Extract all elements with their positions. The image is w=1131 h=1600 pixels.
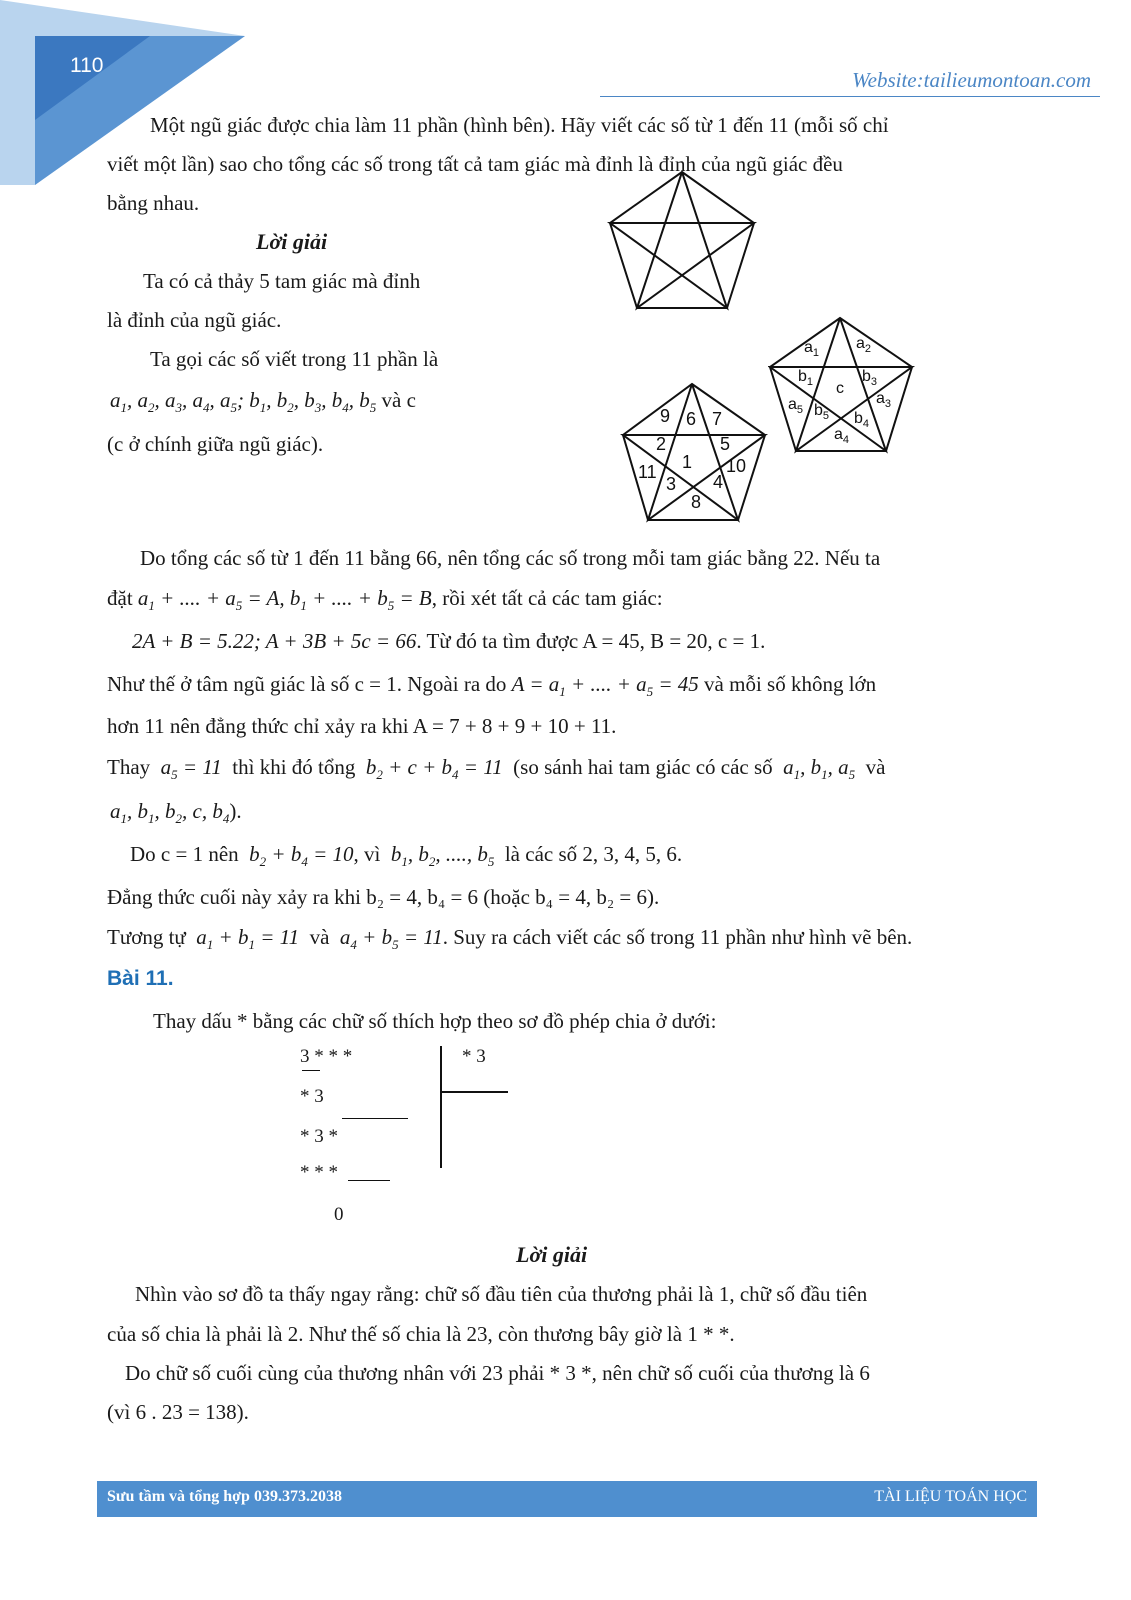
figure-label: $b_1$ — [798, 368, 814, 388]
solution-text: Do c = 1 nên $b_2 + b_4 = 10$, vì $b_1$, $b_2$, ...., $b_5$ là các số 2, 3, 4, 5, 6. — [130, 842, 683, 870]
solution-text: Thay $a_5 = 11$ thì khi đó tổng $b_2 + c + b_4 = 11$ (so sánh hai tam giác có các số $a_1$, $b_1$, $a_5$ và — [107, 755, 886, 783]
figure-number: 1 — [682, 452, 693, 472]
problem-line-1: Một ngũ giác được chia làm 11 phần (hình bên). Hãy viết các số từ 1 đến 11 (mỗi số chỉ — [150, 113, 889, 137]
solution-text: Nhìn vào sơ đồ ta thấy ngay rằng: chữ số đầu tiên của thương phải là 1, chữ số đầu tiên — [135, 1282, 868, 1306]
solution-text: của số chia là phải là 2. Như thế số chia là 23, còn thương bây giờ là 1 * *. — [107, 1322, 735, 1346]
divisor: * 3 — [462, 1046, 486, 1067]
figure-number: 7 — [712, 409, 723, 429]
solution-text: Đẳng thức cuối này xảy ra khi b₂ = 4, b₄ = 6 (hoặc b₄ = 4, b₂ = 6). — [107, 885, 660, 909]
equation-line: 2A + B = 5.22; A + 3B + 5c = 66. Từ đó ta tìm được A = 45, B = 20, c = 1. — [132, 629, 766, 653]
exercise-title: Bài 11. — [107, 967, 174, 990]
solution-text: Do tổng các số từ 1 đến 11 bằng 66, nên tổng các số trong mỗi tam giác bằng 22. Nếu ta — [140, 546, 881, 570]
variables-list: $a_1$, $a_2$, $a_3$, $a_4$, $a_5$; $b_1$, $b_2$, $b_3$, $b_4$, $b_5$ và c — [110, 388, 416, 416]
figure-number: 11 — [638, 462, 657, 482]
division-vertical-bar — [440, 1046, 442, 1168]
problem-line-2: viết một lần) sao cho tổng các số trong tất cả tam giác mà đỉnh là đỉnh của ngũ giác đều — [107, 152, 843, 176]
figure-label: c — [836, 380, 844, 397]
figure-number: 9 — [660, 406, 671, 426]
footer-contact: Sưu tầm và tổng hợp 039.373.2038 — [107, 1488, 342, 1505]
dividend: 3 * * * — [300, 1046, 353, 1067]
solution-text: đặt $a_1$ + .... + $a_5 = A$, $b_1$ + .... + $b_5 = B$, rồi xét tất cả các tam giác: — [107, 586, 663, 614]
division-row: * 3 — [300, 1086, 324, 1107]
header-divider — [600, 96, 1100, 97]
exercise-statement: Thay dấu * bằng các chữ số thích hợp theo sơ đồ phép chia ở dưới: — [153, 1009, 717, 1033]
pentagon-numbers-figure — [620, 380, 770, 530]
figure-label: $a_1$ — [804, 339, 820, 359]
solution-text: $a_1$, $b_1$, $b_2$, c, $b_4$). — [110, 799, 242, 827]
figure-label: $b_3$ — [862, 368, 878, 388]
figure-label: $a_2$ — [856, 335, 872, 355]
division-row: * * * — [300, 1162, 338, 1183]
figure-label: $a_5$ — [788, 396, 804, 416]
solution-heading-1: Lời giải — [256, 229, 328, 254]
figure-number: 4 — [713, 472, 724, 492]
figure-number: 2 — [656, 434, 667, 454]
footer-bar — [97, 1481, 1037, 1517]
figure-label: $a_4$ — [834, 426, 850, 446]
website-header: Website:tailieumontoan.com — [852, 68, 1091, 92]
figure-number: 8 — [691, 492, 702, 512]
pentagon-variables-figure — [768, 315, 918, 457]
figure-number: 6 — [686, 409, 697, 429]
figure-label: $b_4$ — [854, 410, 870, 430]
solution-heading-2: Lời giải — [516, 1242, 588, 1267]
division-row: * 3 * — [300, 1126, 338, 1147]
subtraction-line — [342, 1118, 408, 1119]
solution-text: Do chữ số cuối cùng của thương nhân với 23 phải * 3 *, nên chữ số cuối của thương là 6 — [125, 1361, 870, 1385]
solution-text: hơn 11 nên đẳng thức chỉ xảy ra khi A = 7 + 8 + 9 + 10 + 11. — [107, 714, 617, 738]
solution-text: (c ở chính giữa ngũ giác). — [107, 432, 324, 456]
page-number: 110 — [70, 54, 104, 77]
remainder: 0 — [334, 1204, 344, 1225]
long-division — [300, 1040, 530, 1230]
footer-brand: TÀI LIỆU TOÁN HỌC — [874, 1488, 1027, 1505]
solution-text: Ta gọi các số viết trong 11 phần là — [150, 347, 439, 371]
solution-text: là đỉnh của ngũ giác. — [107, 308, 282, 332]
figure-number: 10 — [726, 456, 747, 476]
solution-text: Tương tự $a_1 + b_1 = 11$ và $a_4 + b_5 = 11$. Suy ra cách viết các số trong 11 phần như hình vẽ bên. — [107, 925, 913, 953]
underline-mark — [302, 1070, 320, 1071]
figure-label: $b_5$ — [814, 402, 830, 422]
solution-text: (vì 6 . 23 = 138). — [107, 1400, 249, 1424]
solution-text: Ta có cả thảy 5 tam giác mà đỉnh — [143, 269, 421, 293]
figure-number: 3 — [666, 474, 677, 494]
problem-line-3: bằng nhau. — [107, 191, 200, 215]
subtraction-line — [348, 1180, 390, 1181]
pentagon-figure — [602, 168, 762, 318]
quotient-bar — [440, 1091, 508, 1093]
figure-number: 5 — [720, 434, 731, 454]
solution-text: Như thế ở tâm ngũ giác là số c = 1. Ngoài ra do $A = a_1$ + .... + $a_5 = 45$ và mỗi số không lớn — [107, 672, 877, 700]
figure-label: $a_3$ — [876, 390, 892, 410]
